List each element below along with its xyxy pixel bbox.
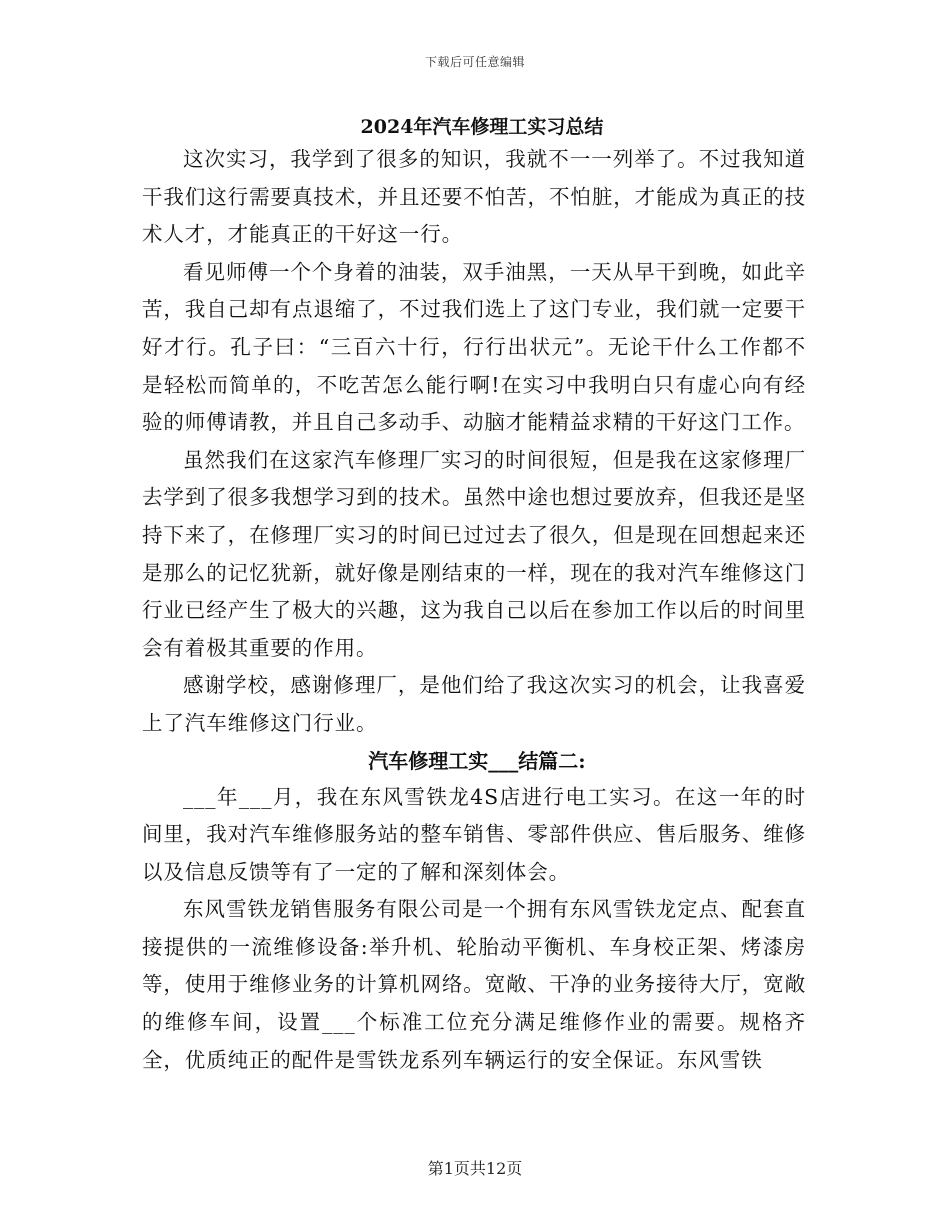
paragraph: 看见师傅一个个身着的油装，双手油黑，一天从早干到晚，如此辛苦，我自己却有点退缩了，不过我们选上了这门专业，我们就一定要干好才行。孔子曰：“三百六十行，行行出状元”。无论干什么工作都不是轻松而简单的，不吃苦怎么能行啊!在实习中我明白只有虚心向有经验的师傅请教，并且自己多动手、动脑才能精益求精的干好这门工作。 — [142, 259, 806, 435]
paragraph: ___年___月，我在东风雪铁龙4S店进行电工实习。在这一年的时间里，我对汽车维修服务站的整车销售、零部件供应、售后服务、维修以及信息反馈等有了一定的了解和深刻体会。 — [142, 784, 806, 884]
paragraph: 感谢学校，感谢修理厂，是他们给了我这次实习的机会，让我喜爱上了汽车维修这门行业。 — [142, 673, 806, 735]
document-title: 2024年汽车修理工实习总结 — [360, 116, 604, 138]
document-body — [142, 114, 806, 1079]
page-number: 第1页共12页 — [427, 1159, 523, 1178]
paragraph: 东风雪铁龙销售服务有限公司是一个拥有东风雪铁龙定点、配套直接提供的一流维修设备:举升机、轮胎动平衡机、车身校正架、烤漆房等，使用于维修业务的计算机网络。宽敞、干净的业务接待大厅，宽敞的维修车间，设置___个标准工位充分满足维修作业的需要。规格齐全，优质纯正的配件是雪铁龙系列车辆运行的安全保证。东风雪铁 — [142, 897, 806, 1072]
paragraph: 这次实习，我学到了很多的知识，我就不一一列举了。不过我知道干我们这行需要真技术，并且还要不怕苦，不怕脏，才能成为真正的技术人才，才能真正的干好这一行。 — [142, 147, 806, 247]
page-header-note: 下载后可任意编辑 — [424, 55, 525, 69]
section-title: 汽车修理工实___结篇二: — [368, 748, 586, 773]
paragraph: 虽然我们在这家汽车修理厂实习的时间很短，但是我在这家修理厂去学到了很多我想学习到的技术。虽然中途也想过要放弃，但我还是坚持下来了，在修理厂实习的时间已过过去了很久，但是现在回想起来还是那么的记忆犹新，就好像是刚结束的一样，现在的我对汽车维修这门行业已经产生了极大的兴趣，这为我自己以后在参加工作以后的时间里会有着极其重要的作用。 — [142, 447, 806, 660]
